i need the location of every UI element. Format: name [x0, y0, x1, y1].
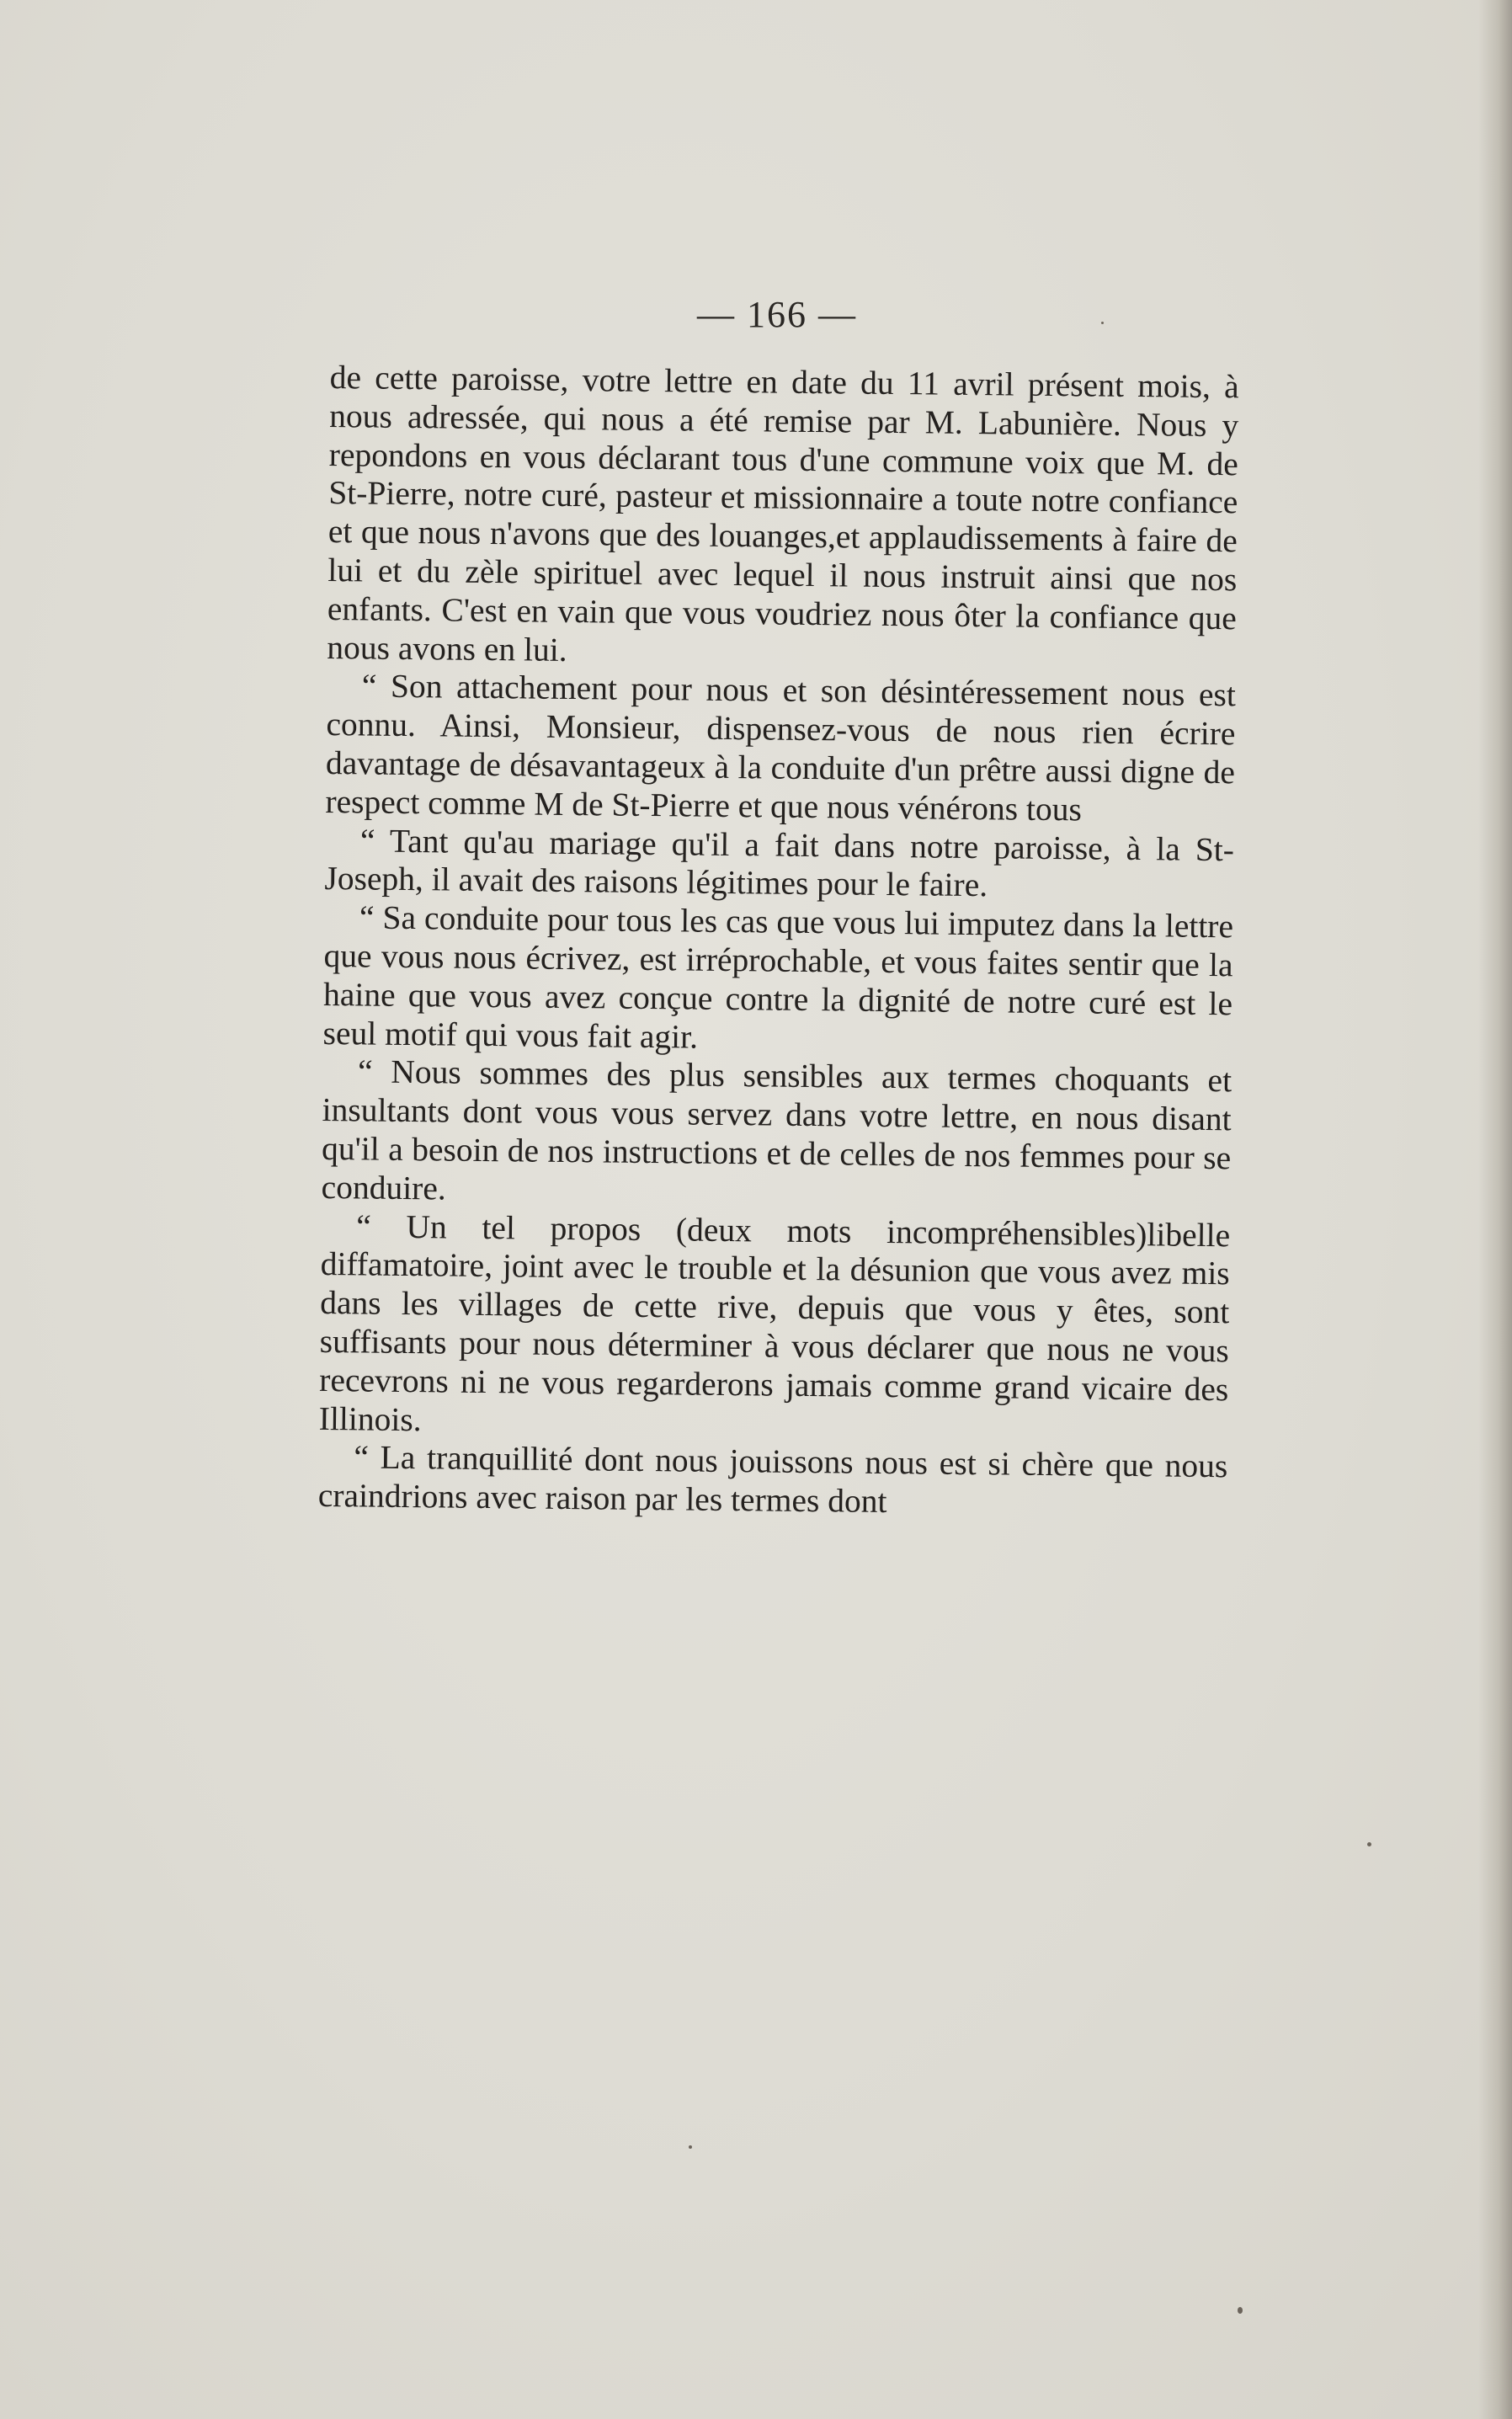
paragraph-3: “ Tant qu'au mariage qu'il a fait dans notre paroisse, à la St-Joseph, il avait des raisons légitimes pour le faire. [324, 821, 1235, 904]
paper-speck [1238, 2307, 1243, 2314]
paragraph-2: “ Son attachement pour nous et son désintéressement nous est connu. Ainsi, Monsieur, dispensez-vous de nous rien écrire davantage de désavantageux à la conduite d'un prêtre aussi digne de respect comme M de St-Pierre et que nous vénérons tous [325, 667, 1237, 829]
body-text [318, 359, 1239, 1525]
paragraph-5: “ Nous sommes des plus sensibles aux termes choquants et insultants dont vous vous servez dans votre lettre, en nous disant qu'il a besoin de nos instructions et de celles de nos femmes pour se conduire. [321, 1052, 1232, 1207]
paragraph-6: “ Un tel propos (deux mots incompréhensibles)libelle diffamatoire, joint avec le trouble et la désunion que vous avez mis dans les villages de cette rive, depuis que vous y êtes, sont suffisants pour nous déterminer à vous déclarer que nous ne vous recevrons ni ne vous regarderons jamais comme grand vicaire des Illinois. [318, 1207, 1231, 1438]
paragraph-4: “ Sa conduite pour tous les cas que vous lui imputez dans la lettre que vous nous écrivez, est irréprochable, et vous faites sentir que la haine que vous avez conçue contre la dignité de notre curé est le seul motif qui vous fait agir. [322, 898, 1234, 1056]
paper-speck [1101, 322, 1104, 324]
paragraph-1: de cette paroisse, votre lettre en date du 11 avril présent mois, à nous adressée, qui nous a été remise par M. Labunière. Nous y repondons en vous déclarant tous d'une commune voix que M. de St-Pierre, notre curé, pasteur et missionnaire a toute notre confiance et que nous n'avons que des louanges,et applaudissements à faire de lui et du zèle spirituel avec lequel il nous instruit ainsi que nos enfants. C'est en vain que vous voudriez nous ôter la confiance que nous avons en lui. [327, 359, 1239, 669]
paragraph-7: “ La tranquillité dont nous jouissons nous est si chère que nous craindrions avec raison par les termes dont [317, 1438, 1228, 1521]
page-number: — 166 — [697, 294, 857, 335]
spine-shadow [1478, 0, 1512, 2419]
paper-speck [689, 2145, 692, 2149]
paper-speck [1367, 1842, 1371, 1846]
